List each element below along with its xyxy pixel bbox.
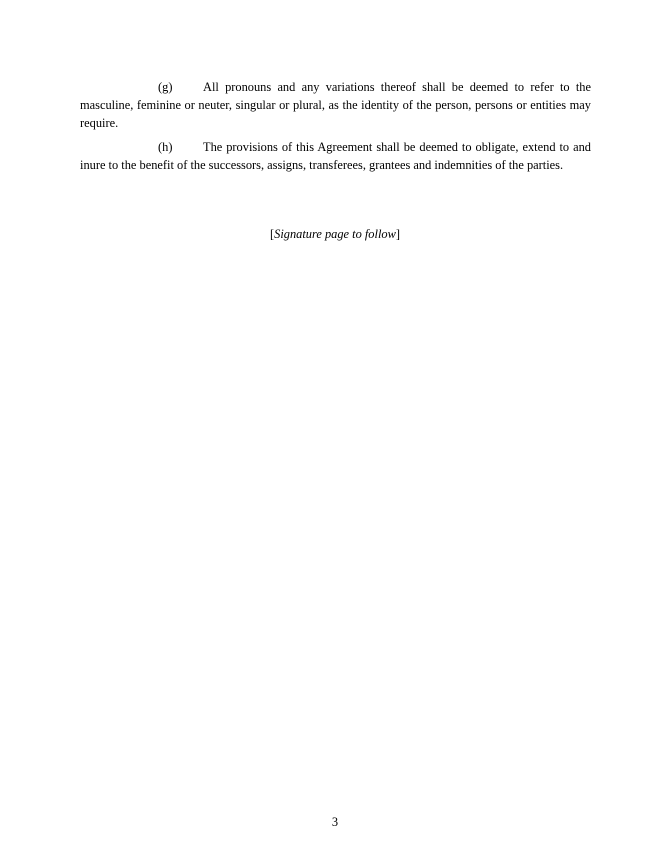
close-bracket: ] [395, 227, 400, 241]
paragraph-text: All pronouns and any variations thereof shall be deemed to refer to the masculine, feminine or neuter, singular or plural, as the identity of the person, persons or entities may require. [80, 80, 591, 130]
open-bracket: [ [269, 227, 275, 241]
signature-page-note [0, 225, 670, 243]
paragraph-h [80, 138, 591, 174]
paragraph-marker: (h) [158, 140, 173, 154]
page-number: 3 [331, 815, 339, 829]
paragraph-marker: (g) [158, 80, 173, 94]
paragraph-text: The provisions of this Agreement shall be deemed to obligate, extend to and inure to the benefit of the successors, assigns, transferees, grantees and indemnities of the parties. [80, 140, 591, 172]
paragraph-g [80, 78, 591, 132]
signature-note-text: Signature page to follow [274, 227, 396, 241]
